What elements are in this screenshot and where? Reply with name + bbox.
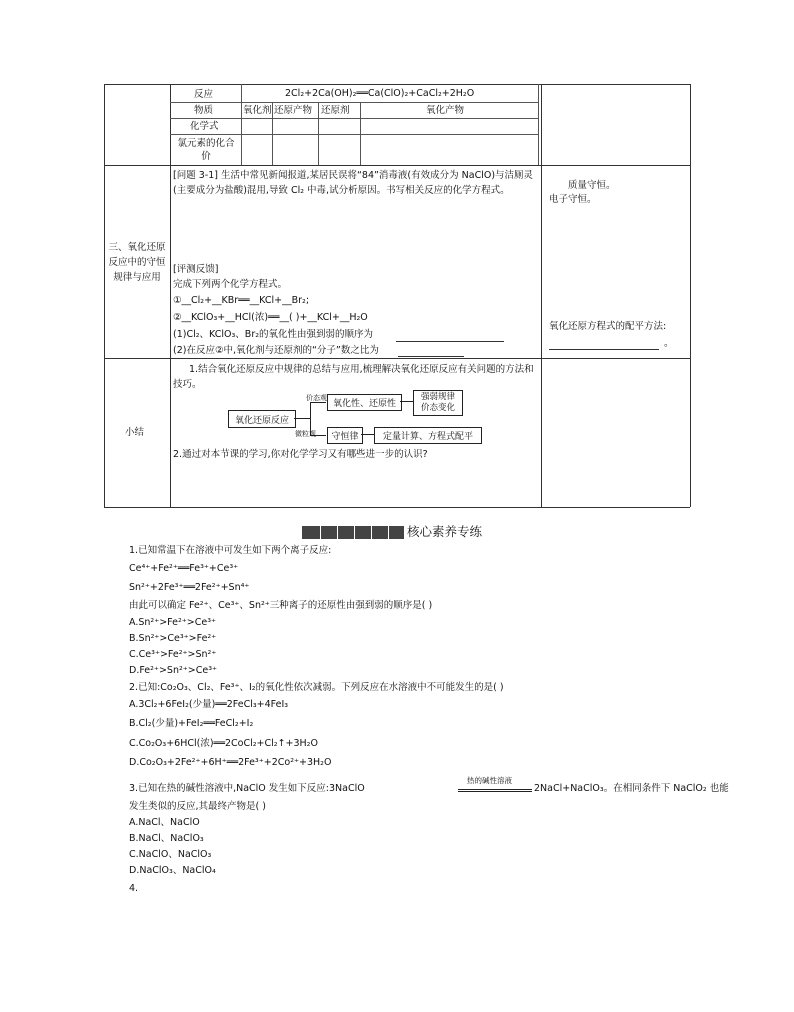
diagram-right-top	[413, 390, 463, 416]
summary-p1: 1.结合氧化还原反应中规律的总结与应用,梳理解决氧化还原反应有关问题的方法和技巧。	[173, 364, 534, 390]
feedback-intro: 完成下列两个化学方程式。	[173, 279, 288, 290]
row-label-reaction: 反应	[194, 89, 214, 100]
q3-stem-a: 3.已知在热的碱性溶液中,NaClO 发生如下反应:3NaClO	[129, 783, 365, 794]
q2-stem: 2.已知:Co₂O₃、Cl₂、Fe³⁺、I₂的氧化性依次减弱。下列反应在水溶液中不可能发生的是( )	[129, 682, 504, 693]
question-ratio: (2)在反应②中,氧化剂与还原剂的“分子”数之比为	[173, 345, 379, 356]
summary-title: 小结	[125, 427, 145, 438]
q3-option-b: B.NaCl、NaClO₃	[129, 833, 204, 844]
q3-stem-c: 发生类似的反应,其最终产物是( )	[129, 801, 266, 812]
q3-stem-b: 2NaCl+NaClO₃。在相同条件下 NaClO₂ 也能	[534, 783, 729, 794]
q2-option-d: D.Co₂O₃+2Fe²⁺+6H⁺══2Fe³⁺+2Co²⁺+3H₂O	[129, 757, 332, 768]
q3-option-d: D.NaClO₃、NaClO₄	[129, 865, 216, 876]
q3-option-a: A.NaCl、NaClO	[129, 817, 200, 828]
q1-option-a: A.Sn²⁺>Fe²⁺>Ce³⁺	[129, 617, 217, 628]
col-reductant: 还原剂	[321, 105, 350, 116]
row-label-substance: 物质	[194, 105, 214, 116]
q1-reaction-2: Sn²⁺+2Fe³⁺══2Fe²⁺+Sn⁴⁺	[129, 582, 250, 593]
q1-option-c: C.Ce³⁺>Fe²⁺>Sn²⁺	[129, 649, 217, 660]
q2-option-b: B.Cl₂(少量)+FeI₂══FeCl₂+I₂	[129, 718, 254, 729]
q3-option-c: C.NaClO、NaClO₃	[129, 849, 212, 860]
col-oxidation-product: 氧化产物	[426, 105, 465, 116]
section3-question: [问题 3-1] 生活中常见新闻报道,某居民误将“84”消毒液(有效成分为 NaClO)与洁厕灵(主要成分为盐酸)混用,导致 Cl₂ 中毒,试分析原因。书写相关反应的化学方程式。	[173, 170, 534, 196]
row-label-formula: 化学式	[190, 121, 219, 132]
q1-option-b: B.Sn²⁺>Ce³⁺>Fe²⁺	[129, 633, 217, 644]
equation-1: ①__Cl₂+__KBr══__KCl+__Br₂;	[173, 295, 310, 306]
summary-p2: 2.通过对本节课的学习,你对化学学习又有哪些进一步的认识?	[173, 449, 428, 460]
q1-reaction-1: Ce⁴⁺+Fe²⁺══Fe³⁺+Ce³⁺	[129, 563, 239, 574]
q1-option-d: D.Fe²⁺>Sn²⁺>Ce³⁺	[129, 665, 218, 676]
q3-condition: 热的碱性溶液	[467, 776, 512, 785]
q4-number: 4.	[129, 883, 139, 894]
row-label-valence: 氯元素的化合价	[177, 138, 235, 162]
q1-ask: 由此可以确定 Fe²⁺、Ce³⁺、Sn²⁺三种离子的还原性由强到弱的顺序是( )	[129, 600, 433, 611]
q2-option-a: A.3Cl₂+6FeI₂(少量)══2FeCl₃+4FeI₃	[129, 699, 289, 710]
feedback-title: [评测反馈]	[173, 264, 219, 275]
diagram-mid-top: 氧化性、还原性	[327, 394, 402, 411]
diagram-root: 氧化还原反应	[228, 410, 296, 428]
diagram-right-bottom: 定量计算、方程式配平	[374, 427, 482, 444]
note-balancing-method: 氧化还原方程式的配平方法:	[549, 321, 667, 332]
practice-header: 核心素养专练	[407, 524, 483, 539]
q2-option-c: C.Co₂O₃+6HCl(浓)══2CoCl₂+Cl₂↑+3H₂O	[129, 738, 318, 749]
equation-2: ②__KClO₃+__HCl(浓)══__( )+__KCl+__H₂O	[173, 312, 368, 323]
col-oxidant: 氧化剂	[243, 105, 272, 116]
q1-stem: 1.已知常温下在溶液中可发生如下两个离子反应:	[129, 545, 332, 556]
diagram-mid-bottom: 守恒律	[327, 427, 363, 444]
note-balancing-end: 。	[664, 338, 674, 349]
question-order: (1)Cl₂、KClO₃、Br₂的氧化性由强到弱的顺序为	[173, 329, 374, 340]
diagram-label-particle: 微粒观	[295, 430, 316, 438]
section3-title: 三、氧化还原反应中的守恒规律与应用	[108, 242, 166, 283]
diagram-right-top-text: 强弱规律 价态变化	[420, 392, 455, 413]
note-mass-conservation: 质量守恒。	[568, 180, 616, 191]
reaction-equation: 2Cl₂+2Ca(OH)₂══Ca(ClO)₂+CaCl₂+2H₂O	[285, 88, 475, 99]
col-reduction-product: 还原产物	[274, 105, 313, 116]
note-electron-conservation: 电子守恒。	[549, 194, 597, 205]
diagram-label-valence: 价态观	[306, 394, 327, 402]
